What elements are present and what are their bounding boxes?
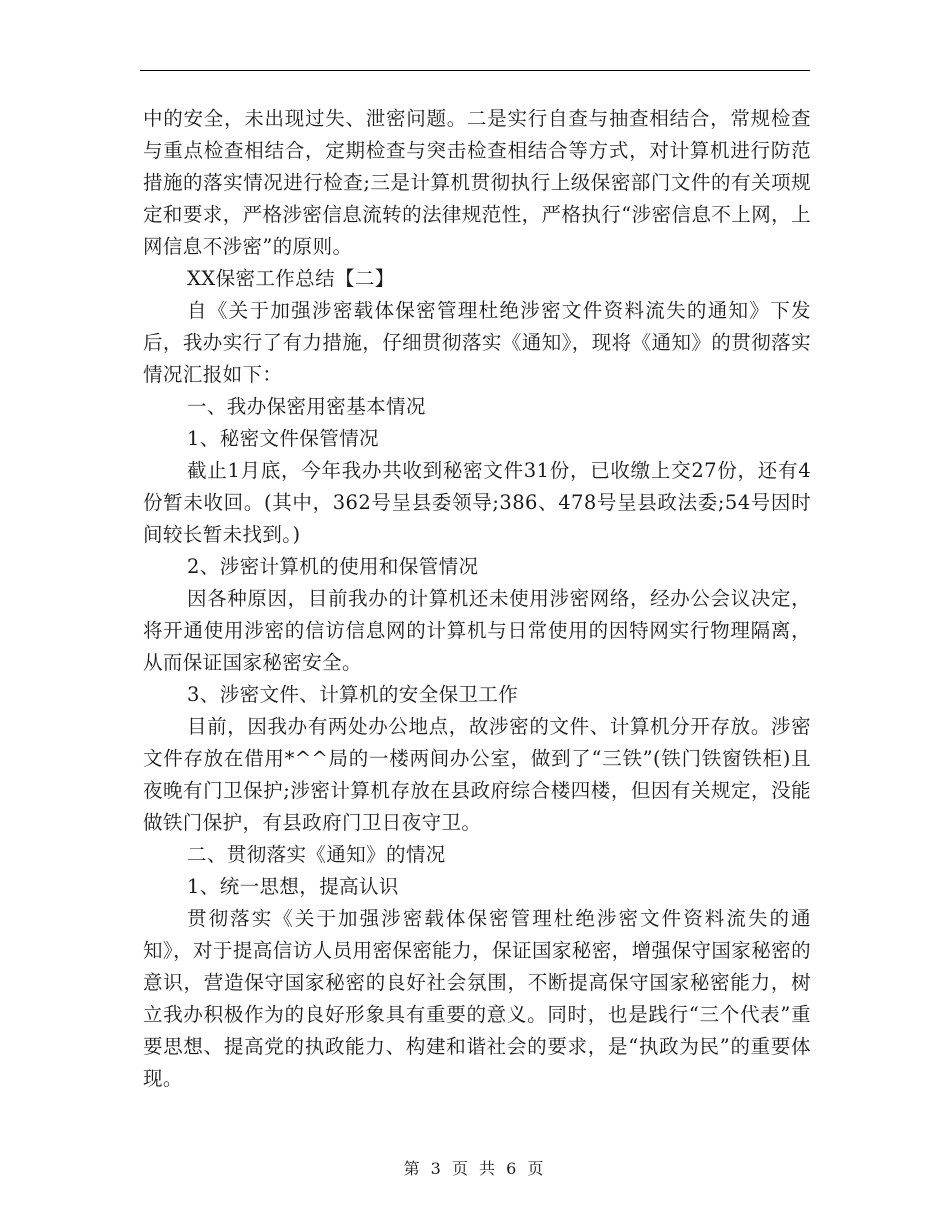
heading-basic-situation: 一、我办保密用密基本情况	[187, 395, 426, 418]
paragraph-security: 目前，因我办有两处办公地点，故涉密的文件、计算机分开存放。涉密文件存放在借用*^^局的一楼两间办公室，做到了“三铁”(铁门铁窗铁柜)且夜晚有门卫保护;涉密计算机存放在县政府综合楼四楼，但因有关规定，没能做铁门保护，有县政府门卫日夜守卫。	[143, 715, 811, 834]
heading-security: 3、涉密文件、计算机的安全保卫工作	[187, 683, 519, 706]
heading-unify-thinking: 1、统一思想，提高认识	[187, 875, 399, 898]
page-number-footer: 第 3 页 共 6 页	[403, 1159, 547, 1178]
document-body	[143, 103, 811, 1095]
paragraph-intro: 自《关于加强涉密载体保密管理杜绝涉密文件资料流失的通知》下发后，我办实行了有力措施，仔细贯彻落实《通知》，现将《通知》的贯彻落实情况汇报如下：	[143, 299, 811, 386]
paragraph-computers: 因各种原因，目前我办的计算机还未使用涉密网络，经办公会议决定，将开通使用涉密的信访信息网的计算机与日常使用的因特网实行物理隔离，从而保证国家秘密安全。	[143, 587, 811, 674]
heading-implementation: 二、贯彻落实《通知》的情况	[187, 843, 446, 866]
header-rule	[140, 70, 810, 71]
paragraph-secret-files: 截止1月底，今年我办共收到秘密文件31份，已收缴上交27份，还有4份暂未收回。(其中，362号呈县委领导;386、478号呈县政法委;54号因时间较长暂未找到。)	[143, 459, 811, 546]
heading-computers: 2、涉密计算机的使用和保管情况	[187, 555, 479, 578]
heading-secret-files: 1、秘密文件保管情况	[187, 427, 379, 450]
section-title: XX保密工作总结【二】	[187, 267, 395, 290]
paragraph-continuation: 中的安全，未出现过失、泄密问题。二是实行自查与抽查相结合，常规检查与重点检查相结合，定期检查与突击检查相结合等方式，对计算机进行防范措施的落实情况进行检查;三是计算机贯彻执行上级保密部门文件的有关项规定和要求，严格涉密信息流转的法律规范性，严格执行“涉密信息不上网，上网信息不涉密”的原则。	[143, 107, 811, 258]
paragraph-unify-thinking: 贯彻落实《关于加强涉密载体保密管理杜绝涉密文件资料流失的通知》，对于提高信访人员用密保密能力，保证国家秘密，增强保守国家秘密的意识，营造保守国家秘密的良好社会氛围，不断提高保守国家秘密能力，树立我办积极作为的良好形象具有重要的意义。同时，也是践行“三个代表”重要思想、提高党的执政能力、构建和谐社会的要求，是“执政为民”的重要体现。	[143, 907, 811, 1090]
